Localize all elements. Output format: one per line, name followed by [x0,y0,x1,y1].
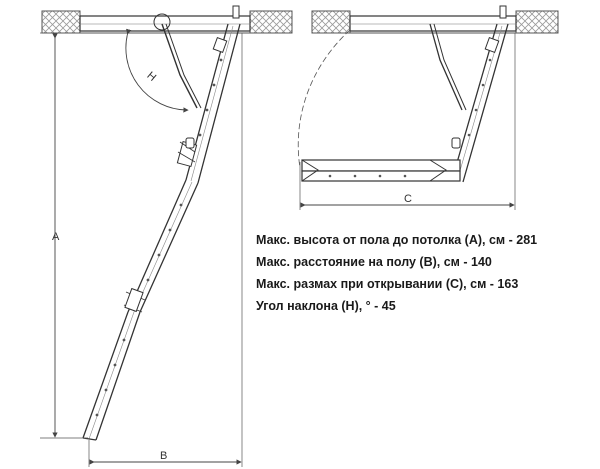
angle-h-marker [126,32,186,110]
dimension-b-label: B [160,450,168,462]
dimension-a [40,33,88,438]
left-ladder [83,24,240,440]
angle-h-label: H [144,69,159,84]
dimension-a-label: A [52,231,60,243]
left-ceiling [42,6,292,33]
spec-max-height: Макс. высота от пола до потолка (A), см - 281 [256,233,538,247]
dimension-c [300,33,515,210]
right-ladder [298,24,508,182]
dimension-b [89,33,242,467]
spec-angle: Угол наклона (H), ° - 45 [256,299,396,313]
spec-floor-distance: Макс. расстояние на полу (B), см - 140 [256,255,492,269]
spec-open-size: Макс. размах при открывании (C), см - 163 [256,277,519,291]
dimension-c-label: C [404,193,412,205]
